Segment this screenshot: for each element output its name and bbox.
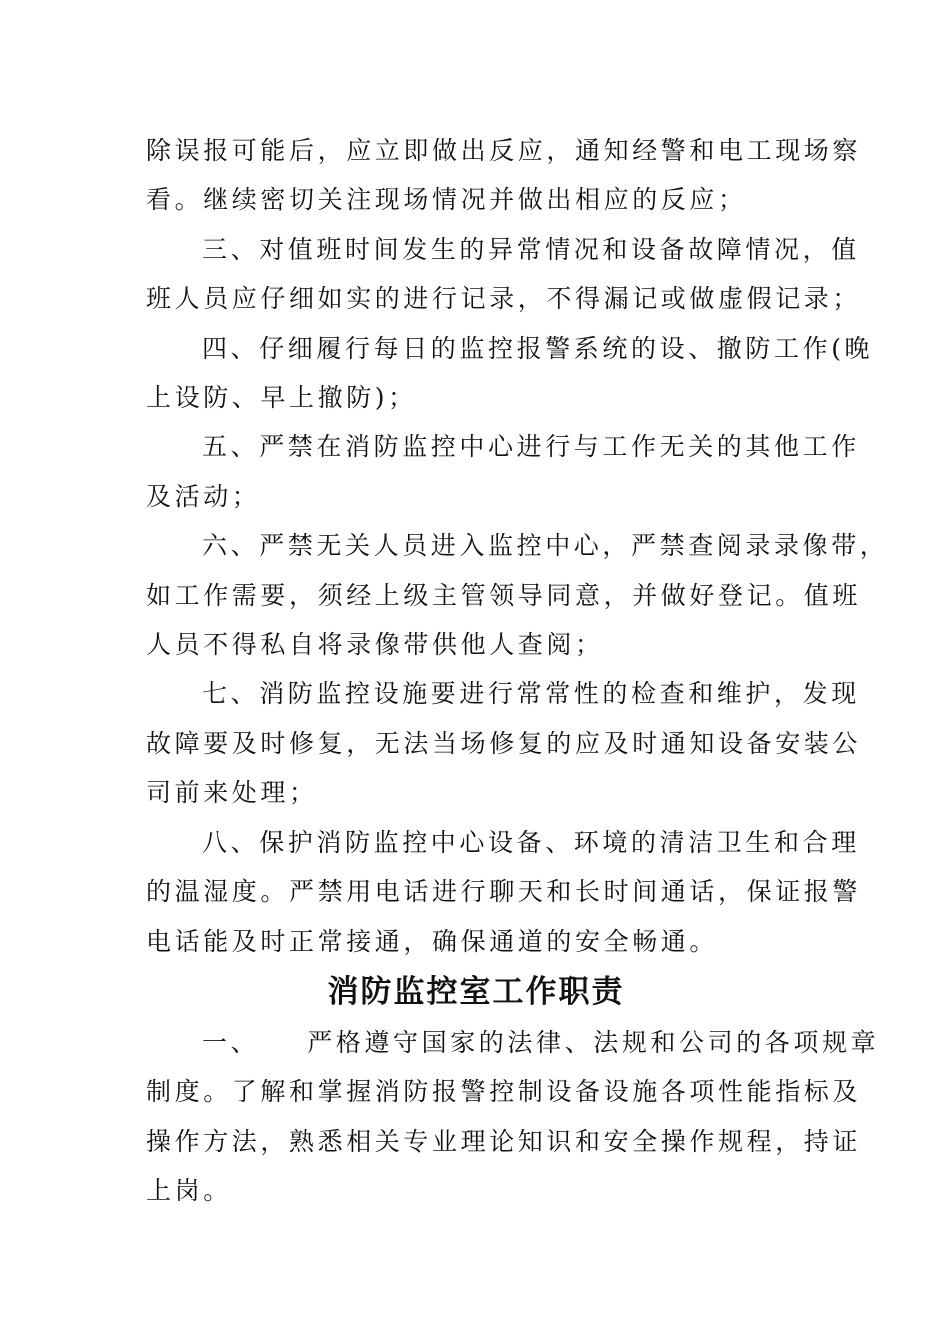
paragraph-item-8	[146, 818, 862, 966]
text-line: 上岗。	[146, 1176, 232, 1206]
text-line: 人员不得私自将录像带供他人查阅；	[146, 630, 604, 660]
text-line: 八、保护消防监控中心设备、环境的清洁卫生和合理	[202, 827, 860, 857]
text-line: 及活动；	[146, 481, 261, 511]
text-line: 操作方法，熟悉相关专业理论知识和安全操作规程，持证	[146, 1126, 862, 1156]
duty-number: 一、	[202, 1027, 260, 1057]
text-line: 电话能及时正常接通，确保通道的安全畅通。	[146, 926, 719, 956]
section-title: 消防监控室工作职责	[327, 973, 625, 1010]
text-line: 六、严禁无关人员进入监控中心，严禁查阅录录像带，	[202, 531, 889, 561]
paragraph-item-3	[146, 225, 862, 324]
duty-item-1	[146, 1018, 880, 1216]
paragraph-item-6	[146, 521, 889, 669]
text-line: 制度。了解和掌握消防报警控制设备设施各项性能指标及	[146, 1077, 862, 1107]
text-line: 除误报可能后，应立即做出反应，通知经警和电工现场察	[146, 136, 862, 165]
paragraph-item-5	[146, 422, 860, 521]
text-line: 七、消防监控设施要进行常常性的检查和维护，发现	[202, 679, 860, 709]
document-body	[146, 126, 889, 1216]
text-line: 的温湿度。严禁用电话进行聊天和长时间通话，保证报警	[146, 877, 862, 907]
text-line: 上设防、早上撤防)；	[146, 383, 417, 413]
text-line	[146, 1018, 880, 1067]
paragraph-continued	[146, 126, 862, 225]
text-line: 班人员应仔细如实的进行记录，不得漏记或做虚假记录；	[146, 284, 862, 314]
text-line: 三、对值班时间发生的异常情况和设备故障情况，值	[202, 234, 860, 264]
text-line: 司前来处理；	[146, 778, 318, 808]
text-line: 五、严禁在消防监控中心进行与工作无关的其他工作	[202, 432, 860, 462]
text-line: 如工作需要，须经上级主管领导同意，并做好登记。值班	[146, 580, 862, 610]
text-line: 四、仔细履行每日的监控报警系统的设、撤防工作(晚	[202, 333, 874, 363]
text-line: 故障要及时修复，无法当场修复的应及时通知设备安装公	[146, 728, 862, 758]
paragraph-item-4	[146, 324, 874, 423]
paragraph-item-7	[146, 669, 862, 817]
text-line: 看。继续密切关注现场情况并做出相应的反应；	[146, 185, 747, 215]
duty-first-line: 严格遵守国家的法律、法规和公司的各项规章	[307, 1027, 880, 1057]
